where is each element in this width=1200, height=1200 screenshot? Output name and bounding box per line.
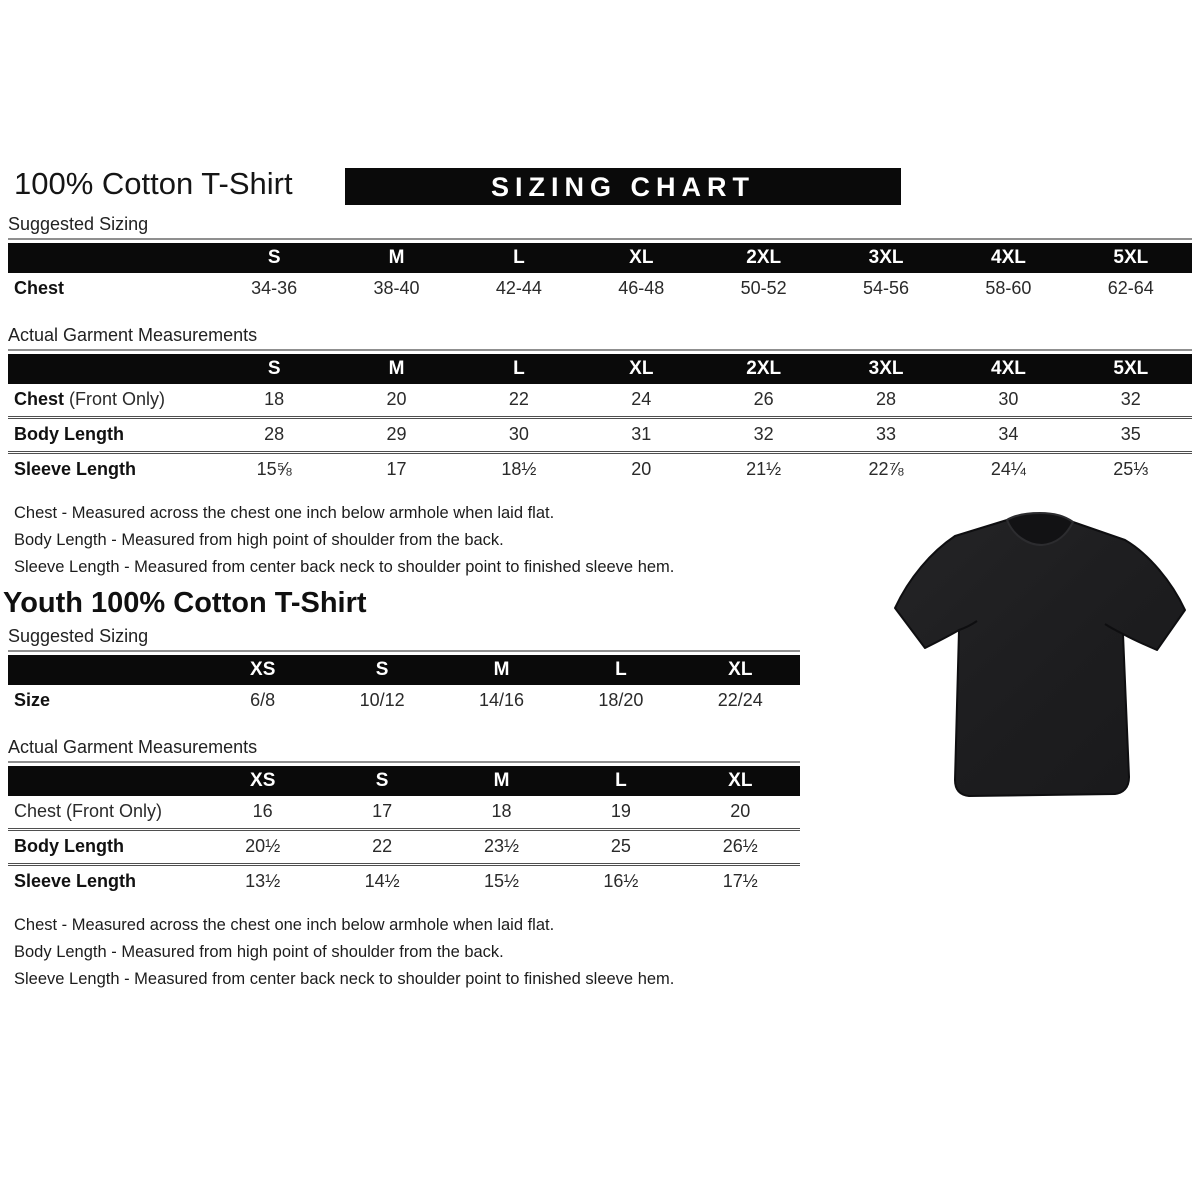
adult-suggested-sizing-section: [8, 214, 1192, 305]
cell: 10/12: [359, 690, 405, 710]
cell: 22⅞: [825, 453, 947, 487]
cell: 23½: [442, 830, 561, 865]
cell: 32: [1120, 389, 1141, 409]
note-line: Body Length - Measured from high point of shoulder from the back.: [14, 531, 504, 549]
cell: 33: [825, 418, 947, 453]
size-col-header: S: [322, 655, 441, 685]
cell: 14/16: [478, 690, 524, 710]
adult-suggested-sizing-label: Suggested Sizing: [8, 214, 149, 234]
row-label-cell: [8, 796, 203, 830]
cell: 14½: [322, 865, 441, 899]
note-line: Body Length - Measured from high point of shoulder from the back.: [14, 943, 504, 961]
cell: 18/20: [598, 690, 644, 710]
cell: 32: [703, 418, 825, 453]
size-col-header: L: [458, 243, 580, 273]
table-row: [8, 384, 1192, 418]
row-label: Body Length: [14, 424, 124, 444]
youth-suggested-sizing-section: [8, 626, 800, 717]
youth-actual-measurements-section: [8, 737, 800, 898]
adult-suggested-sizing-table: [8, 243, 1192, 305]
row-label: Chest: [14, 389, 65, 409]
header-spacer: [8, 766, 203, 796]
table-row: [8, 865, 800, 899]
page-title: 100% Cotton T-Shirt: [14, 166, 293, 201]
size-col-header: XL: [681, 766, 800, 796]
cell: 25: [561, 830, 680, 865]
youth-suggested-sizing-table: [8, 655, 800, 717]
header-spacer: [8, 655, 203, 685]
cell: 28: [213, 418, 335, 453]
size-col-header: 2XL: [703, 354, 825, 384]
cell: 20: [580, 453, 702, 487]
cell: 18½: [458, 453, 580, 487]
black-tshirt-photo: [889, 482, 1189, 807]
cell: 20½: [203, 830, 322, 865]
size-col-header: M: [442, 655, 561, 685]
table-row: [8, 453, 1192, 487]
size-col-header: XL: [681, 655, 800, 685]
size-col-header: L: [561, 655, 680, 685]
row-label-cell: [8, 418, 213, 453]
cell: 26½: [681, 830, 800, 865]
tshirt-body: [895, 514, 1185, 796]
cell: 16: [252, 801, 273, 821]
cell: 42-44: [495, 278, 542, 298]
size-col-header: XL: [580, 243, 702, 273]
divider: [8, 349, 1192, 351]
adult-actual-measurements-section: [8, 325, 1192, 486]
table-row: [8, 796, 800, 830]
header-spacer: [8, 243, 213, 273]
cell: 30: [458, 418, 580, 453]
row-label: Sleeve Length: [14, 871, 137, 891]
cell: 6/8: [250, 690, 276, 710]
row-label: Size: [14, 690, 51, 710]
youth-actual-measurements-label: Actual Garment Measurements: [8, 737, 258, 757]
row-label: Sleeve Length: [14, 459, 137, 479]
row-label-cell: [8, 273, 213, 305]
size-col-header: M: [442, 766, 561, 796]
cell: 34-36: [251, 278, 298, 298]
cell: 35: [1070, 418, 1192, 453]
size-col-header: 5XL: [1070, 354, 1192, 384]
header-row: [8, 243, 1192, 273]
adult-actual-measurements-label: Actual Garment Measurements: [8, 325, 258, 345]
cell: 28: [876, 389, 897, 409]
note-line: Sleeve Length - Measured from center back neck to shoulder point to finished sleeve hem.: [14, 970, 675, 988]
youth-section-title: Youth 100% Cotton T-Shirt: [3, 587, 367, 619]
cell: 38-40: [373, 278, 420, 298]
cell: 13½: [203, 865, 322, 899]
row-label: Body Length: [14, 836, 124, 856]
size-col-header: 2XL: [703, 243, 825, 273]
cell: 18: [264, 389, 285, 409]
divider: [8, 238, 1192, 240]
cell: 34: [947, 418, 1069, 453]
cell: 16½: [561, 865, 680, 899]
youth-suggested-sizing-label: Suggested Sizing: [8, 626, 149, 646]
table-row: [8, 685, 800, 717]
row-label: Chest: [14, 801, 62, 821]
page-header: [8, 164, 1200, 208]
cell: 19: [610, 801, 631, 821]
note-line: Sleeve Length - Measured from center back neck to shoulder point to finished sleeve hem.: [14, 558, 675, 576]
size-col-header: XL: [580, 354, 702, 384]
cell: 22/24: [717, 690, 763, 710]
header-spacer: [8, 354, 213, 384]
header-row: [8, 655, 800, 685]
cell: 24: [631, 389, 652, 409]
cell: 29: [335, 418, 457, 453]
row-label: Chest: [14, 278, 65, 298]
size-col-header: S: [213, 354, 335, 384]
divider: [8, 761, 800, 763]
size-col-header: 3XL: [825, 243, 947, 273]
cell: 17½: [681, 865, 800, 899]
size-col-header: M: [335, 243, 457, 273]
size-col-header: 3XL: [825, 354, 947, 384]
table-row: [8, 418, 1192, 453]
cell: 20: [386, 389, 407, 409]
cell: 50-52: [740, 278, 787, 298]
row-label-cell: [8, 685, 203, 717]
size-col-header: S: [322, 766, 441, 796]
cell: 62-64: [1107, 278, 1154, 298]
size-col-header: 5XL: [1070, 243, 1192, 273]
cell: 25⅓: [1070, 453, 1192, 487]
table-row: [8, 273, 1192, 305]
header-row: [8, 766, 800, 796]
row-label-cell: [8, 865, 203, 899]
note-line: Chest - Measured across the chest one inch below armhole when laid flat.: [14, 916, 555, 934]
table-row: [8, 830, 800, 865]
cell: 21½: [703, 453, 825, 487]
youth-measurement-notes: [14, 912, 1200, 993]
youth-actual-measurements-table: [8, 766, 800, 898]
cell: 20: [730, 801, 751, 821]
size-col-header: M: [335, 354, 457, 384]
cell: 54-56: [863, 278, 910, 298]
cell: 46-48: [618, 278, 665, 298]
size-col-header: S: [213, 243, 335, 273]
size-col-header: 4XL: [947, 243, 1069, 273]
cell: 17: [335, 453, 457, 487]
cell: 31: [580, 418, 702, 453]
size-col-header: XS: [203, 655, 322, 685]
cell: 17: [372, 801, 393, 821]
adult-actual-measurements-table: [8, 354, 1192, 486]
divider: [8, 650, 800, 652]
sizing-chart-banner: SIZING CHART: [345, 168, 901, 205]
cell: 26: [753, 389, 774, 409]
row-label-cell: [8, 384, 213, 418]
size-col-header: L: [561, 766, 680, 796]
row-label-suffix: (Front Only): [61, 801, 163, 821]
row-label-suffix: (Front Only): [64, 389, 166, 409]
cell: 22: [508, 389, 529, 409]
cell: 15½: [442, 865, 561, 899]
cell: 15⅝: [213, 453, 335, 487]
row-label-cell: [8, 830, 203, 865]
cell: 58-60: [985, 278, 1032, 298]
size-col-header: 4XL: [947, 354, 1069, 384]
note-line: Chest - Measured across the chest one inch below armhole when laid flat.: [14, 504, 555, 522]
row-label-cell: [8, 453, 213, 487]
cell: 22: [322, 830, 441, 865]
header-row: [8, 354, 1192, 384]
size-col-header: L: [458, 354, 580, 384]
cell: 18: [491, 801, 512, 821]
cell: 30: [998, 389, 1019, 409]
cell: 24¼: [947, 453, 1069, 487]
size-col-header: XS: [203, 766, 322, 796]
